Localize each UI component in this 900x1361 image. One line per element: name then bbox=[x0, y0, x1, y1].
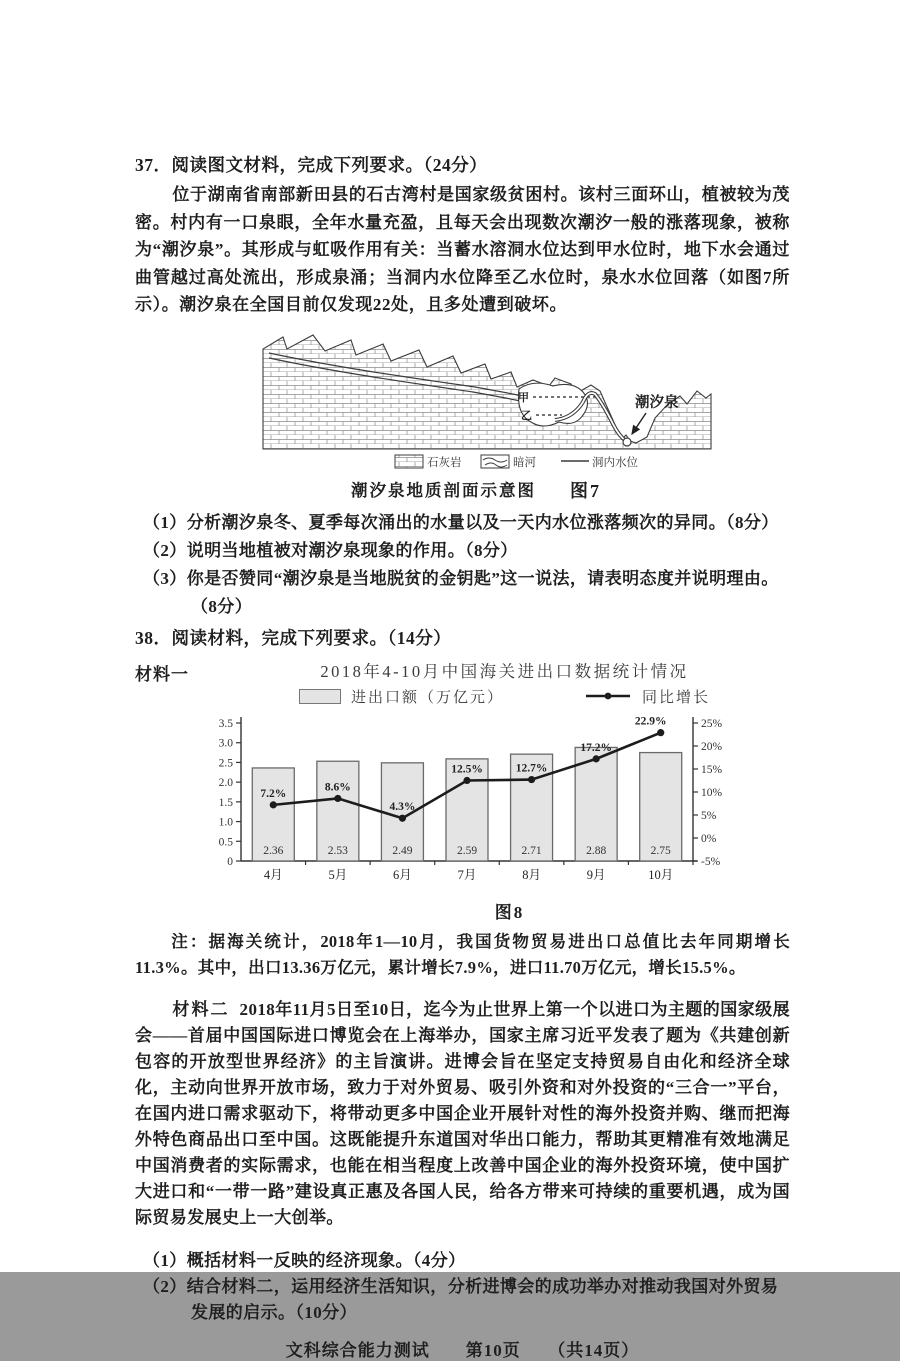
bar-value-7月: 2.59 bbox=[456, 844, 478, 857]
chart-plot-area bbox=[193, 707, 790, 898]
limestone-mass bbox=[263, 335, 711, 449]
figure-8-caption: 图8 bbox=[494, 902, 525, 922]
material-2-label: 材料二 bbox=[172, 1000, 230, 1019]
growth-point-8月 bbox=[528, 775, 535, 782]
legend-river-label: 暗河 bbox=[513, 456, 536, 469]
left-tick-label: 2.0 bbox=[218, 776, 233, 789]
growth-point-10月 bbox=[657, 729, 664, 736]
growth-label-7月: 12.5% bbox=[451, 763, 483, 775]
left-tick-label: 0.5 bbox=[218, 835, 233, 848]
growth-label-8月: 12.7% bbox=[515, 762, 548, 775]
right-tick-label: -5% bbox=[701, 855, 721, 868]
right-tick-label: 10% bbox=[701, 786, 723, 799]
legend-water-level-label: 洞内水位 bbox=[592, 456, 638, 469]
legend-bar-label: 进出口额（万亿元） bbox=[350, 689, 504, 706]
chart-legend bbox=[219, 686, 790, 707]
left-tick-label: 3.5 bbox=[218, 717, 233, 730]
right-tick-label: 25% bbox=[701, 717, 723, 730]
material-1-row bbox=[135, 658, 790, 925]
question-38-header: 38．阅读材料，完成下列要求。（14分） bbox=[135, 627, 452, 648]
left-tick-label: 2.5 bbox=[218, 756, 233, 769]
growth-point-4月 bbox=[270, 801, 277, 808]
figure-7-caption: 潮汐泉地质剖面示意图 bbox=[351, 480, 536, 500]
legend-line-label: 同比增长 bbox=[642, 689, 711, 706]
growth-label-9月: 17.2% bbox=[580, 741, 612, 754]
water-level-label-jia: 甲 bbox=[518, 391, 529, 404]
figure-7 bbox=[235, 327, 717, 503]
tidal-spring-label: 潮汐泉 bbox=[635, 394, 679, 411]
material-2-text: 2018年11月5日至10日，迄今为止世界上第一个以进口为主题的国家级展会——首届中国国际进口博览会在上海举办，国家主席习近平发表了题为《共建创新包容的开放型世界经济》的主旨演讲。进博会旨在坚定支持贸易自由化和经济全球化，主动向世界开放市场，致力于对外贸易、吸引外资和对外投资的“三合一”平台，在国内进口需求驱动下，将带动更多中国企业开展针对性的海外投资并购、继而把海外特色商品出口至中国。这既能提升东道国对华出口能力，帮助其更精准有效地满足中国消费者的实际需求，也能在相当程度上改善中国企业的海外投资环境，使中国扩大进口和“一带一路”建设真正惠及各国人民，给各方带来可持续的重要机遇，成为国际贸易发展史上一大创举。 bbox=[135, 1000, 790, 1227]
question-38-2: （2）结合材料二，运用经济生活知识，分析进博会的成功举办对推动我国对外贸易发展的启示。（10分） bbox=[143, 1277, 779, 1322]
legend-limestone-label: 石灰岩 bbox=[427, 456, 462, 469]
growth-point-9月 bbox=[593, 755, 600, 762]
x-label-4月: 4月 bbox=[263, 867, 283, 882]
question-37-1: （1）分析潮汐泉冬、夏季每次涌出的水量以及一天内水位涨落频次的异同。（8分） bbox=[143, 512, 779, 532]
figure-8 bbox=[189, 658, 790, 925]
bar-value-9月: 2.88 bbox=[586, 844, 607, 857]
bar-value-5月: 2.53 bbox=[327, 844, 348, 857]
right-tick-label: 5% bbox=[701, 809, 717, 822]
bar-value-4月: 2.36 bbox=[263, 844, 284, 857]
growth-point-7月 bbox=[463, 776, 470, 783]
growth-point-5月 bbox=[334, 794, 341, 801]
question-37-3: （3）你是否赞同“潮汐泉是当地脱贫的金钥匙”这一说法，请表明态度并说明理由。（8分） bbox=[143, 568, 779, 616]
x-label-10月: 10月 bbox=[648, 867, 674, 882]
page-footer: 文科综合能力测试 第10页 （共14页） bbox=[285, 1341, 640, 1360]
growth-label-5月: 8.6% bbox=[324, 780, 351, 793]
x-label-6月: 6月 bbox=[393, 867, 412, 882]
water-level-label-yi: 乙 bbox=[521, 409, 532, 422]
right-tick-label: 15% bbox=[701, 763, 723, 776]
growth-label-6月: 4.3% bbox=[389, 800, 416, 813]
right-tick-label: 0% bbox=[701, 832, 717, 845]
bar-value-8月: 2.71 bbox=[521, 844, 542, 857]
chart-title: 2018年4-10月中国海关进出口数据统计情况 bbox=[320, 661, 689, 681]
import-export-bar-line-chart bbox=[193, 707, 753, 893]
x-label-8月: 8月 bbox=[522, 867, 541, 882]
spring-outlet bbox=[623, 438, 631, 446]
left-tick-label: 0 bbox=[227, 855, 233, 868]
growth-label-4月: 7.2% bbox=[260, 787, 287, 800]
x-label-9月: 9月 bbox=[586, 867, 606, 882]
bar-value-6月: 2.49 bbox=[392, 844, 413, 857]
left-tick-label: 1.0 bbox=[218, 816, 233, 829]
figure-7-caption-row bbox=[235, 477, 717, 503]
right-tick-label: 20% bbox=[701, 740, 723, 753]
customs-note: 注：据海关统计，2018年1—10月，我国货物贸易进出口总值比去年同期增长11.3%。其中，出口13.36万亿元，累计增长7.9%，进口11.70万亿元，增长15.5%。 bbox=[135, 931, 790, 977]
left-tick-label: 1.5 bbox=[218, 796, 233, 809]
x-label-5月: 5月 bbox=[328, 867, 348, 882]
material-1-label: 材料一 bbox=[135, 664, 189, 684]
legend-bar-swatch-icon bbox=[299, 689, 341, 704]
bar-value-10月: 2.75 bbox=[650, 844, 671, 857]
tidal-spring-arrow bbox=[632, 413, 646, 434]
legend-limestone-icon bbox=[395, 455, 423, 468]
geological-cross-section-diagram bbox=[235, 327, 717, 475]
left-tick-label: 3.0 bbox=[218, 737, 233, 750]
x-label-7月: 7月 bbox=[457, 867, 477, 882]
growth-point-6月 bbox=[399, 814, 406, 821]
question-38-1: （1）概括材料一反映的经济现象。（4分） bbox=[143, 1251, 466, 1270]
question-37-intro: 位于湖南省南部新田县的石古湾村是国家级贫困村。该村三面环山，植被较为茂密。村内有一口泉眼，全年水量充盈，且每天会出现数次潮汐一般的涨落现象，被称为“潮汐泉”。其形成与虹吸作用有关：当蓄水溶洞水位达到甲水位时，地下水会通过曲管越过高处流出，形成泉涌；当洞内水位降至乙水位时，泉水水位回落（如图7所示）。潮汐泉在全国目前仅发现22处，且多处遭到破坏。 bbox=[135, 185, 790, 314]
figure-7-number: 图7 bbox=[570, 480, 601, 501]
legend-line-icon bbox=[584, 690, 632, 702]
material-2-paragraph bbox=[135, 997, 790, 1231]
question-37-2: （2）说明当地植被对潮汐泉现象的作用。（8分） bbox=[143, 540, 518, 560]
question-37-header: 37．阅读图文材料，完成下列要求。（24分） bbox=[135, 155, 488, 175]
growth-label-10月: 22.9% bbox=[634, 715, 667, 728]
